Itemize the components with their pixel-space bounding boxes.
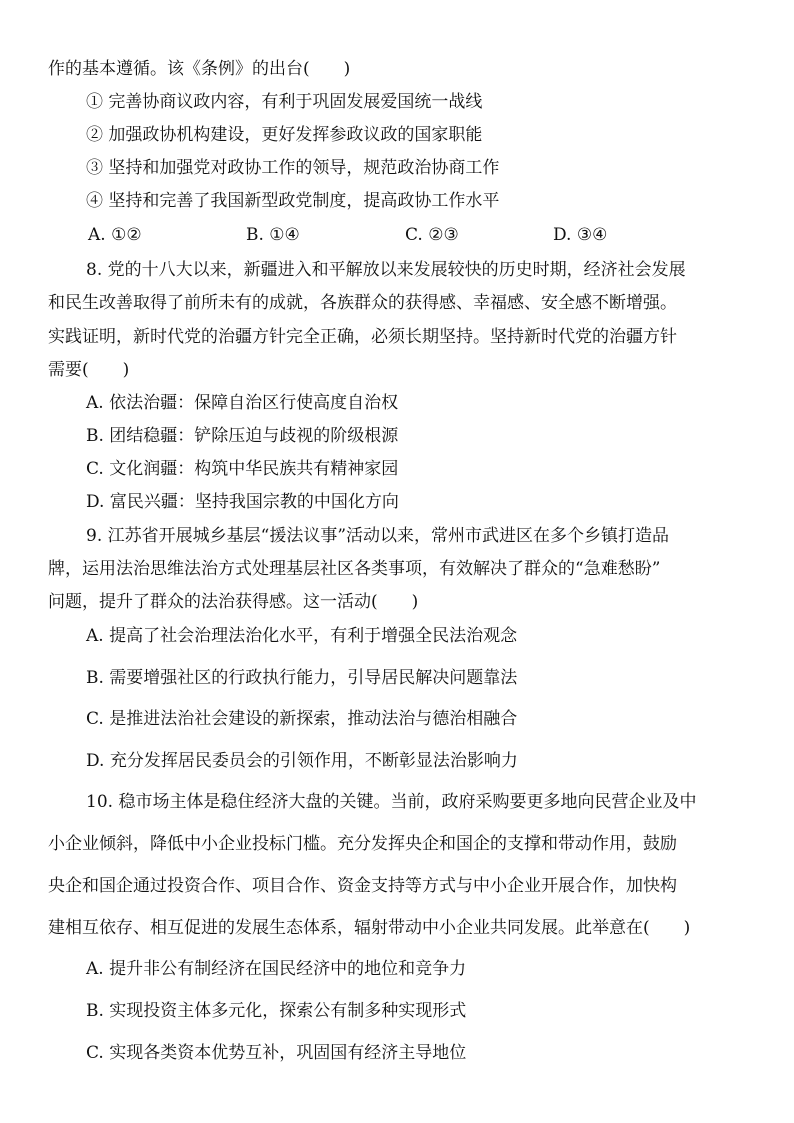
q8-stem-line-2: 和民生改善取得了前所未有的成就，各族群众的获得感、幸福感、安全感不断增强。 xyxy=(48,293,677,313)
q7-stem-continuation: 作的基本遵循。该《条例》的出台( ) xyxy=(48,59,351,79)
q7-item-3: ③ 坚持和加强党对政协工作的领导，规范政治协商工作 xyxy=(86,158,500,178)
q10-stem-line-2: 小企业倾斜，降低中小企业投标门槛。充分发挥央企和国企的支撑和带动作用，鼓励 xyxy=(48,834,677,854)
q8-option-d[interactable]: D. 富民兴疆：坚持我国宗教的中国化方向 xyxy=(86,492,399,512)
q9-option-a[interactable]: A. 提高了社会治理法治化水平，有利于增强全民法治观念 xyxy=(86,626,518,646)
q10-stem-line-4: 建相互依存、相互促进的发展生态体系，辐射带动中小企业共同发展。此举意在( ) xyxy=(48,918,691,938)
q10-option-b[interactable]: B. 实现投资主体多元化，探索公有制多种实现形式 xyxy=(86,1001,467,1021)
q7-item-2: ② 加强政协机构建设，更好发挥参政议政的国家职能 xyxy=(86,125,483,145)
q10-option-c[interactable]: C. 实现各类资本优势互补，巩固国有经济主导地位 xyxy=(86,1043,467,1063)
q9-stem-line-1: 9. 江苏省开展城乡基层“援法议事”活动以来，常州市武进区在多个乡镇打造品 xyxy=(86,526,670,546)
q7-choices-row xyxy=(0,224,794,246)
q7-choice-d[interactable]: D. ③④ xyxy=(553,225,608,245)
q7-choice-b[interactable]: B. ①④ xyxy=(246,225,300,245)
q7-choice-a[interactable]: A. ①② xyxy=(88,225,142,245)
q9-option-d[interactable]: D. 充分发挥居民委员会的引领作用，不断彰显法治影响力 xyxy=(86,751,518,771)
q9-option-b[interactable]: B. 需要增强社区的行政执行能力，引导居民解决问题靠法 xyxy=(86,668,518,688)
q10-stem-line-1: 10. 稳市场主体是稳住经济大盘的关键。当前，政府采购要更多地向民营企业及中 xyxy=(86,792,697,812)
q8-stem-line-4: 需要( ) xyxy=(48,360,130,380)
q10-stem-line-3: 央企和国企通过投资合作、项目合作、资金支持等方式与中小企业开展合作，加快构 xyxy=(48,876,677,896)
q8-stem-line-3: 实践证明，新时代党的治疆方针完全正确，必须长期坚持。坚持新时代党的治疆方针 xyxy=(48,327,677,347)
q8-option-a[interactable]: A. 依法治疆：保障自治区行使高度自治权 xyxy=(86,393,399,413)
q8-option-b[interactable]: B. 团结稳疆：铲除压迫与歧视的阶级根源 xyxy=(86,426,399,446)
q9-stem-line-3: 问题，提升了群众的法治获得感。这一活动( ) xyxy=(48,592,419,612)
q9-option-c[interactable]: C. 是推进法治社会建设的新探索，推动法治与德治相融合 xyxy=(86,709,518,729)
q8-option-c[interactable]: C. 文化润疆：构筑中华民族共有精神家园 xyxy=(86,459,399,479)
q7-choice-c[interactable]: C. ②③ xyxy=(405,225,459,245)
q8-stem-line-1: 8. 党的十八大以来，新疆进入和平解放以来发展较快的历史时期，经济社会发展 xyxy=(86,260,686,280)
q9-stem-line-2: 牌，运用法治思维法治方式处理基层社区各类事项，有效解决了群众的“急难愁盼” xyxy=(48,559,661,579)
q7-item-1: ① 完善协商议政内容，有利于巩固发展爱国统一战线 xyxy=(86,92,483,112)
q7-item-4: ④ 坚持和完善了我国新型政党制度，提高政协工作水平 xyxy=(86,191,500,211)
q10-option-a[interactable]: A. 提升非公有制经济在国民经济中的地位和竞争力 xyxy=(86,959,467,979)
